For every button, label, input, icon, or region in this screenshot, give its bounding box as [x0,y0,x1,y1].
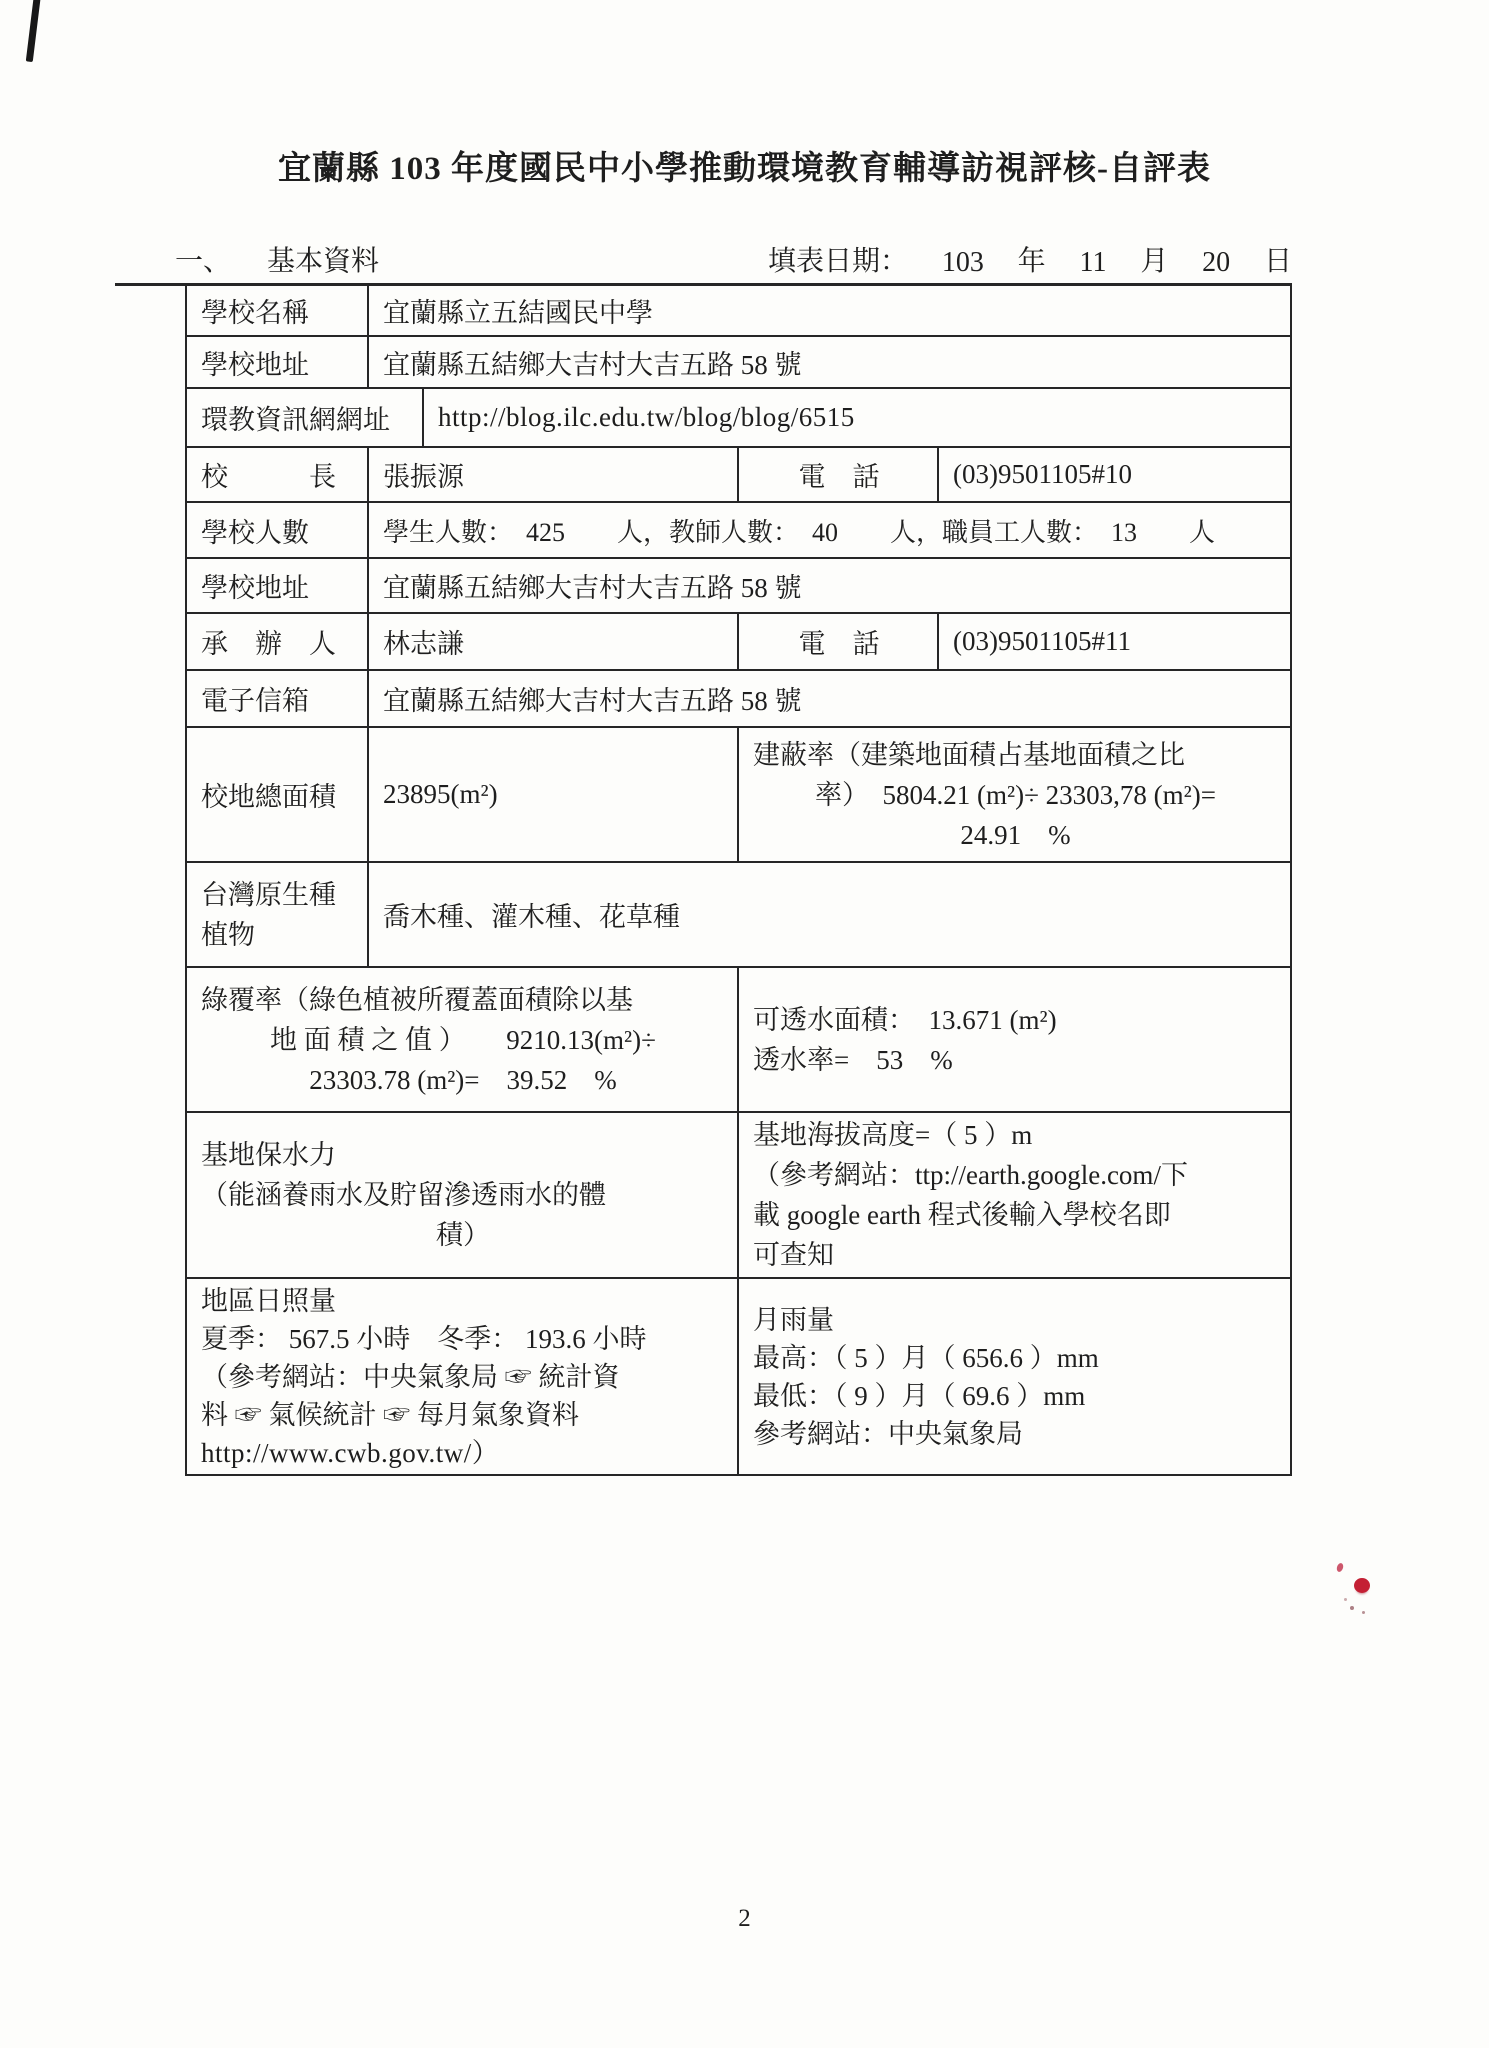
ink-mark [1362,1611,1365,1614]
ink-mark [1350,1606,1354,1610]
rainfall-line: 最低：（ 9 ）月（ 69.6 ）mm [753,1380,1086,1411]
ink-mark [1354,1578,1370,1593]
green-coverage-line: 23303.78 (m²)= 39.52 % [309,1064,617,1095]
rainfall-cell [737,1279,1290,1474]
green-coverage-line: 地 面 積 之 值 ） 9210.13(m²)÷ [270,1024,656,1055]
permeable-area-cell [737,968,1290,1111]
section-marker: 一、 [175,246,232,277]
campus-area-label: 校地總面積 [201,782,336,812]
school-address-label: 學校地址 [201,349,309,380]
date-month-unit: 月 [1140,246,1169,277]
table-row [187,337,1290,389]
permeable-line: 透水率= 53 % [753,1044,953,1075]
campus-area-value: 23895(m²) [367,728,737,861]
school-address2-label: 學校地址 [201,573,309,603]
sunshine-line: http://www.cwb.gov.tw/） [201,1437,500,1468]
permeable-line: 可透水面積： 13.671 (m²) [753,1004,1057,1035]
water-retention-line: 基地保水力 [201,1140,336,1170]
water-retention-line: 積） [436,1220,490,1250]
school-address-value: 宜蘭縣五結鄉大吉村大吉五路 58 號 [367,337,1290,387]
env-web-label: 環教資訊網網址 [201,405,390,435]
native-plants-label [187,863,367,966]
elevation-line: 基地海拔高度=（ 5 ）m [753,1120,1033,1150]
green-coverage-line: 綠覆率（綠色植被所覆蓋面積除以基 [201,984,633,1015]
sunshine-line: 料 ☞ 氣候統計 ☞ 每月氣象資料 [201,1399,579,1430]
green-coverage-cell [187,968,737,1111]
sunshine-line: 地區日照量 [201,1285,336,1316]
basic-info-table [185,286,1292,1476]
section-title: 基本資料 [267,246,380,277]
native-plants-value: 喬木種、灌木種、花草種 [367,863,1290,966]
date-year-unit: 年 [1017,246,1046,277]
coordinator-phone: (03)9501105#11 [937,614,1290,669]
table-row [187,671,1290,728]
table-row [187,559,1290,614]
elevation-line: 可查知 [753,1240,834,1270]
page-title: 宜蘭縣 103 年度國民中小學推動環境教育輔導訪視評核-自評表 [278,151,1211,187]
coverage-line: 24.91 % [960,819,1071,850]
principal-phone-label: 電 話 [737,448,937,501]
coordinator-name: 林志謙 [367,614,737,669]
ink-mark [1344,1598,1347,1601]
page-number: 2 [738,1905,751,1932]
coordinator-label: 承 辦 人 [201,629,336,659]
date-day-unit: 日 [1263,246,1292,277]
school-name-value: 宜蘭縣立五結國民中學 [367,286,1290,335]
site-elevation-cell [737,1113,1290,1277]
sunshine-line: 夏季： 567.5 小時 冬季： 193.6 小時 [201,1323,647,1354]
email-value: 宜蘭縣五結鄉大吉村大吉五路 58 號 [367,671,1290,726]
form-date [768,239,1292,279]
water-retention-line: （能涵養雨水及貯留滲透雨水的體 [201,1180,606,1210]
table-row [187,728,1290,863]
native-plants-label-line: 台灣原生種 [201,879,336,910]
date-label: 填表日期： [768,246,909,277]
principal-name: 張振源 [367,448,737,501]
water-retention-cell [187,1113,737,1277]
rainfall-line: 月雨量 [753,1304,834,1335]
date-day: 20 [1202,247,1231,278]
section-header [115,239,1292,286]
native-plants-label-line: 植物 [201,919,255,950]
table-row [187,968,1290,1113]
email-label: 電子信箱 [201,686,309,716]
coordinator-phone-label: 電 話 [737,614,937,669]
ink-mark [1336,1562,1345,1573]
school-address2-value: 宜蘭縣五結鄉大吉村大吉五路 58 號 [367,559,1290,612]
section-heading [115,239,379,279]
school-name-label: 學校名稱 [201,298,309,328]
scan-artifact [26,0,41,62]
headcount-value: 學生人數： 425 人，教師人數： 40 人，職員工人數： 13 人 [367,503,1290,557]
sunshine-line: （參考網站：中央氣象局 ☞ 統計資 [201,1361,620,1392]
table-row [187,614,1290,671]
rainfall-line: 最高：（ 5 ）月（ 656.6 ）mm [753,1342,1099,1373]
principal-label: 校 長 [201,462,336,492]
rainfall-line: 參考網站：中央氣象局 [753,1418,1023,1449]
table-row [187,1113,1290,1279]
principal-phone: (03)9501105#10 [937,448,1290,501]
table-row [187,389,1290,448]
coverage-line: 建蔽率（建築地面積占基地面積之比 [753,739,1185,770]
coverage-line: 率） 5804.21 (m²)÷ 23303,78 (m²)= [815,779,1216,810]
table-row [187,1279,1290,1474]
env-web-url: http://blog.ilc.edu.tw/blog/blog/6515 [422,389,1290,446]
date-month: 11 [1079,247,1107,278]
building-coverage-cell [737,728,1290,861]
table-row [187,503,1290,559]
elevation-line: （參考網站：ttp://earth.google.com/下 [753,1160,1188,1190]
headcount-label: 學校人數 [201,517,309,548]
table-row [187,863,1290,968]
table-row [187,286,1290,337]
date-year: 103 [941,247,984,278]
table-row [187,448,1290,503]
elevation-line: 載 google earth 程式後輸入學校名即 [753,1200,1171,1230]
sunshine-cell [187,1279,737,1474]
